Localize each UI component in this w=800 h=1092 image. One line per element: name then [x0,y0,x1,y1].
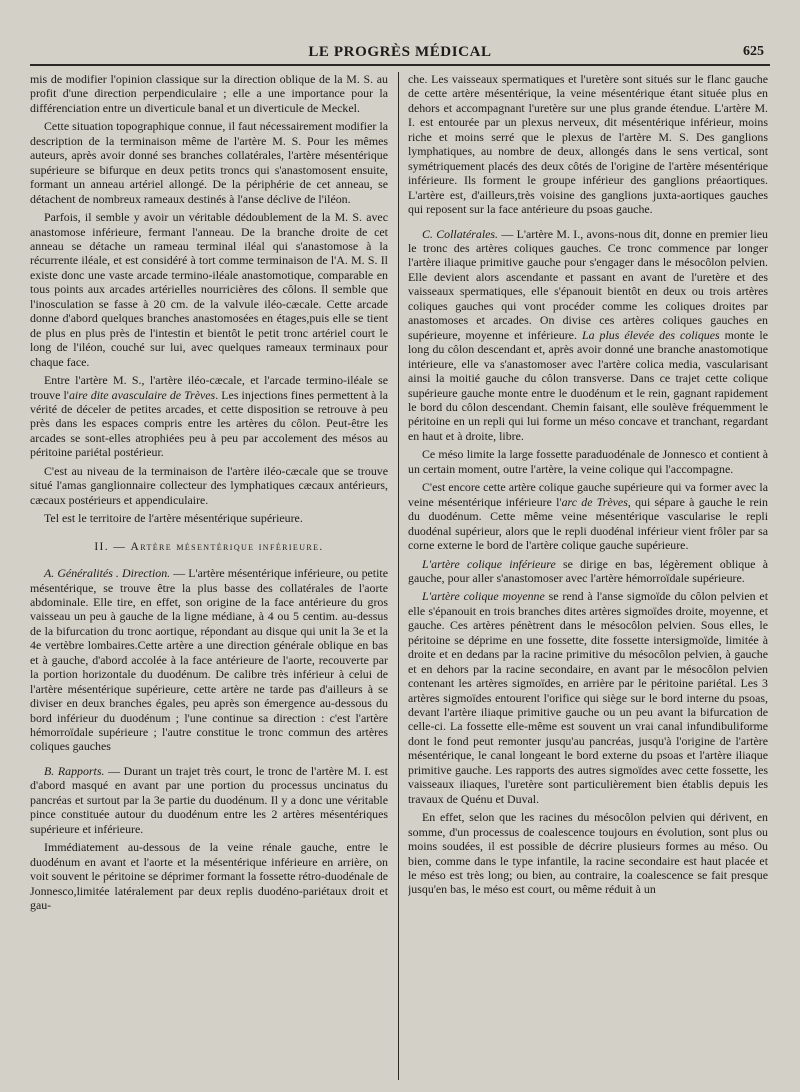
left-column [30,72,388,1084]
section-number: II. — [94,540,131,553]
header-rule [30,64,770,66]
subsection-label: C. Collatérales. [422,226,499,241]
paragraph: Ce méso limite la large fossette paraduodénale de Jonnesco et contient à un certain moment, outre l'artère, la veine colique qui l'accompagne. [408,447,768,476]
italic-term: La plus élevée des coliques [581,327,720,342]
paragraph: En effet, selon que les racines du mésocôlon pelvien qui dérivent, en somme, d'un processus de coalescence toujours en évolution, sont plus ou moins soudées, il est possible de décrire plusieurs formes au méso. Ou bien, comme dans le type infantile, la racine secondaire est haut placée et le méso est très long; ou bien, au contraire, la coalescence se fait presque jusqu'en bas, le méso est court, ou même réduit à un [408,810,768,897]
paragraph [408,589,768,806]
right-column [408,72,768,1084]
paragraph [30,764,388,836]
section-title: Artère mésentérique inférieure. [130,540,324,553]
paragraph: Parfois, il semble y avoir un véritable dédoublement de la M. S. avec anastomose inférieure, fermant l'anneau. De la branche droite de cet anneau se détache un rameau terminal iléal qui s'anastomose à la récurrente iléale, et est considéré à tort comme terminaison de l'A. M. S. Il existe donc une vaste arcade termino-iléale anastomotique, comparable en tous points aux arcades artérielles nourricières des côlons. Il semble que l'inosculation se fasse à 20 cm. de la valvule iléo-cæcale. Cette arcade donne d'abord quelques branches anastomosées en étages,puis elle se tient de plus en plus près de l'intestin et bientôt le petit tronc artériel court le long de l'iléon, couché sur lui, avec quelques rameaux terminaux pour chaque face. [30,210,388,369]
text-run: monte le long du côlon descendant et, après avoir donné une branche anastomotique intérieure, elle va s'anastomoser avec l'artère colica media, vascularisant ainsi la moitié gauche du côlon transverse. Dans ce trajet cette colique supérieure gauche monte entre le duodénum et le rein, gagnant rapidement le bord du côlon descendant. Chemin faisant, elle soulève fréquemment le péritoine en un repli qui lui forme un méso concave et tranchant, regardant en haut et à droite, libre. [408,327,768,443]
subsection-label: A. Généralités . Direction. [44,566,171,581]
paragraph: mis de modifier l'opinion classique sur la direction oblique de la M. S. au profit d'une direction perpendiculaire ; elle a une importance pour la différenciation entre un diverticule banal et un diverticule de Meckel. [30,72,388,115]
paragraph [408,480,768,552]
italic-term: L'artère colique inférieure [422,556,556,571]
column-divider [398,72,399,1080]
subsection-label: B. Rapports. [44,763,105,778]
paragraph [30,373,388,460]
paragraph [408,557,768,586]
text-run: C'est encore cette artère colique gauche supérieure qui va former avec la veine mésentérique inférieure l' [408,480,768,509]
paragraph: Cette situation topographique connue, il faut nécessairement modifier la description de la terminaison même de l'artère M. S. Pour les mêmes auteurs, après avoir donné ses branches collatérales, l'artère mésentérique supérieure se bifurque en deux petits troncs qui s'anastomosent ensuite, formant un anneau artériel allongé. De la périphérie de cet anneau, se détachent de nombreux rameaux destinés à l'anse déclive de l'iléon. [30,119,388,206]
section-heading [30,540,388,554]
journal-title: LE PROGRÈS MÉDICAL [308,44,492,60]
text-run: , qui sépare à gauche le rein du duodénum. Cette même veine mésentérique vascularise le repli duodénal supérieur, alors que le repli duodénal inférieur vient frôler par sa corne externe le bord de l'artère colique gauche supérieure. [408,494,768,553]
paragraph: Immédiatement au-dessous de la veine rénale gauche, entre le duodénum en avant et l'aorte et la mésentérique inférieure en arrière, on voit souvent le péritoine se déprimer formant la fossette rétro-duodénale de Jonnesco,limitée latéralement par deux replis duodéno-pariétaux droit et gau- [30,840,388,913]
text-run: se dirige en bas, légèrement oblique à gauche, pour aller s'anastomoser avec l'artère hémorroïdale supérieure. [408,556,768,585]
text-run: — L'artère M. I., avons-nous dit, donne en premier lieu le tronc des artères coliques gauches. Ce tronc commence par longer l'artère iliaque primitive gauche pour s'engager dans le mésocôlon pelvien. Elle devient alors ascendante et passant en avant de l'uretère et des vaisseaux spermatiques, elle s'épanouit bientôt en deux ou trois artères coliques gauches qui vont procéder comme les coliques droites par anastomoses et arcades. On divise ces artères coliques gauches en supérieure, moyenne et inférieure. [408,226,768,342]
text-run: — Durant un trajet très court, le tronc de l'artère M. I. est d'abord masqué en avant par une portion du processus uncinatus du pancréas et surtout par la 3e partie du duodénum. Il y a donc une véritable pince constituée autour du duodénum entre les 2 artères mésentériques supérieure et inférieure. [30,763,388,836]
paragraph: C'est au niveau de la terminaison de l'artère iléo-cæcale que se trouve situé l'amas ganglionnaire collecteur des lymphatiques cæcaux antérieurs, cæcaux postérieurs et appendiculaire. [30,463,388,507]
paragraph [30,566,388,754]
text-run: . Les injections fines permettent à la vérité de déceler de petites arcades, et cette disposition se retrouve à peu près dans les espaces compris entre les artères du côlon. Peut-être les arcades se sont-elles atrophiées peu à peu par accolement des mésos au péritoine pariétal postérieur. [30,387,388,460]
paragraph: che. Les vaisseaux spermatiques et l'uretère sont situés sur le flanc gauche de cette artère mésentérique, la veine mésentérique étant située plus en dehors et accompagnant l'uretère sur une plus grande étendue. L'artère M. I. est entourée par un plexus nerveux, dit mésentérique inférieur, moins riche et moins serré que le plexus de l'artère M. S. Des ganglions lymphatiques, au nombre de deux, allongés dans le sens vertical, sont symétriquement placés des deux côtés de l'origine de l'artère mésentérique inférieure. Ils forment le groupe inférieur des ganglions préaortiques. L'artère est, d'ailleurs,très voisine des ganglions juxta-aortiques gauches qui reposent sur la face antérieure du psoas gauche. [408,72,768,217]
text-run: se rend à l'anse sigmoïde du côlon pelvien et elle s'épanouit en trois branches dites artères sigmoïdes droite, moyenne, et gauche. Ces artères pénètrent dans le mésocôlon pelvien. Sous elles, le péritoine se déprime en une fossette, dite fossette intersigmoïde, limitée à droite et en dedans par la racine primitive du mésocôlon pelvien, à gauche et en dehors par la racine secondaire, en avant par le mésocôlon pelvien contenant les artères sigmoïdes, en arrière par le péritoine pariétal. Les 3 artères sigmoïdes entourent l'orifice qui siège sur le bord interne du psoas, devant l'artère iliaque primitive gauche ou un peu avant la bifurcation de celle-ci. La fossette elle-même est souvent un vrai canal infundibuliforme dont le fond peut remonter jusqu'au pancréas, jusqu'à l'origine de l'artère mésentérique, le canal longeant le bord externe du psoas et l'artère iliaque primitive gauche. Les rapports des autres sigmoïdes avec cette fossette, les vaisseaux iliaques, l'uretère sont particulièrement bien établis depuis les travaux de Quénu et Duval. [408,589,768,806]
paragraph: Tel est le territoire de l'artère mésentérique supérieure. [44,511,303,526]
italic-term: arc de Trèves [561,494,628,509]
page-number: 625 [743,44,764,59]
text-run: Entre l'artère M. S., l'artère iléo-cæcale, et l'arcade termino-iléale se trouve l' [30,373,388,402]
page-header [30,40,770,66]
text-run: — L'artère mésentérique inférieure, ou petite mésentérique, se trouve être la plus basse des collatérales de l'aorte abdominale. Elle tire, en effet, son origine de la face antérieure du gros vaisseau un peu à gauche de la ligne médiane, à 4 ou 5 centim. au-dessus de la bifurcation du tronc aortique, répondant au disque qui unit la 3e et la 4e vertèbre lombaires.Cette artère a une direction générale oblique en bas et à gauche, d'abord accolée à la face antérieure de l'aorte, recouverte par la portion horizontale du duodénum. De calibre très inférieur à celui de l'artère mésentérique supérieure, cette artère ne tarde pas d'ailleurs à se diviser en deux branches égales, peu après son émergence au-dessous du bord inférieur du duodénum ; l'une continue sa direction : c'est l'artère hémorroïdale supérieure ; l'autre constitue le tronc commun des artères coliques gauches [30,566,388,754]
paragraph [408,227,768,444]
italic-term: aire dite avasculaire de Trèves [68,387,216,402]
italic-term: L'artère colique moyenne [422,589,545,604]
